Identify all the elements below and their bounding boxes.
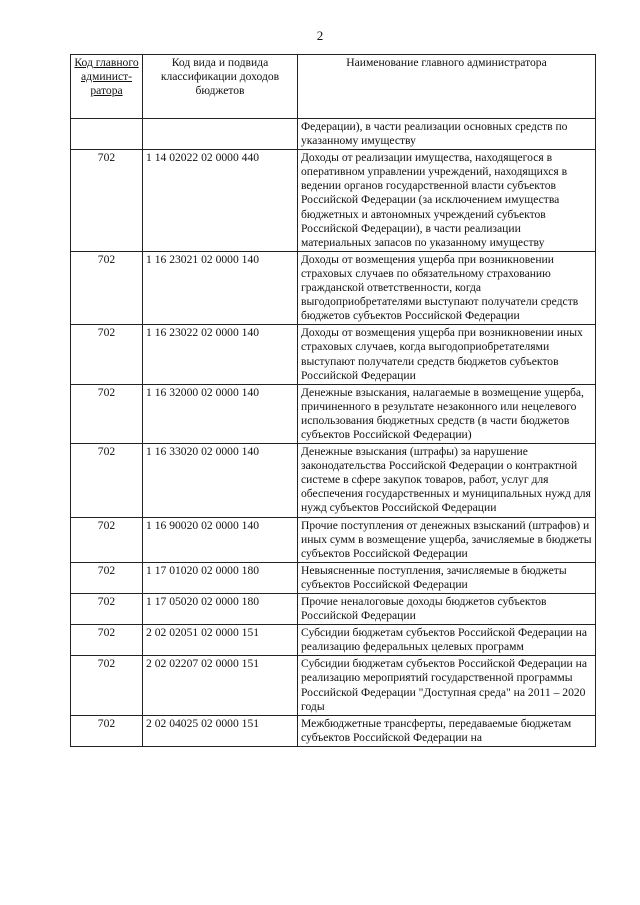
table-row [71,384,596,443]
table-row [71,444,596,517]
table-row [71,594,596,625]
revenue-code-cell: 2 02 04025 02 0000 151 [143,715,298,746]
table-row [71,325,596,384]
table-row [71,119,596,150]
header-revenue-code: Код вида и подвида классификации доходов бюджетов [143,55,298,119]
table-row [71,150,596,252]
table-row [71,517,596,562]
revenue-code-cell: 1 16 23021 02 0000 140 [143,251,298,324]
admin-code-cell: 702 [71,384,143,443]
admin-name-cell: Прочие неналоговые доходы бюджетов субъектов Российской Федерации [298,594,596,625]
header-admin-code: Код главного админист-ратора [71,55,143,119]
revenue-code-cell: 1 16 33020 02 0000 140 [143,444,298,517]
revenue-code-cell: 1 14 02022 02 0000 440 [143,150,298,252]
revenue-code-cell: 2 02 02051 02 0000 151 [143,625,298,656]
revenue-code-cell: 1 17 05020 02 0000 180 [143,594,298,625]
table-row [71,715,596,746]
admin-code-cell: 702 [71,594,143,625]
admin-name-cell: Денежные взыскания (штрафы) за нарушение законодательства Российской Федерации о контрактной системе в сфере закупок товаров, работ, услуг для обеспечения государственных и муниципальных нужд для нужд субъектов Российской Федерации [298,444,596,517]
revenue-code-cell: 1 16 23022 02 0000 140 [143,325,298,384]
admin-name-cell: Прочие поступления от денежных взысканий (штрафов) и иных сумм в возмещение ущерба, зачисляемые в бюджеты субъектов Российской Федерации [298,517,596,562]
table-header-row [71,55,596,119]
table-row [71,251,596,324]
admin-name-cell: Субсидии бюджетам субъектов Российской Федерации на реализацию мероприятий государственной программы Российской Федерации "Доступная среда" на 2011 – 2020 годы [298,656,596,715]
admin-code-cell: 702 [71,150,143,252]
admin-code-cell: 702 [71,517,143,562]
revenue-administrators-table [70,54,596,747]
revenue-code-cell: 1 17 01020 02 0000 180 [143,562,298,593]
admin-code-cell [71,119,143,150]
admin-code-cell: 702 [71,444,143,517]
table-row [71,625,596,656]
admin-name-cell: Субсидии бюджетам субъектов Российской Федерации на реализацию федеральных целевых программ [298,625,596,656]
admin-code-cell: 702 [71,325,143,384]
revenue-code-cell: 1 16 90020 02 0000 140 [143,517,298,562]
admin-name-cell: Доходы от реализации имущества, находящегося в оперативном управлении учреждений, находящихся в ведении органов государственной власти субъектов Российской Федерации (за исключением имущества бюджетных и автономных учреждений субъектов Российской Федерации), в части реализации материальных запасов по указанному имуществу [298,150,596,252]
table-row [71,562,596,593]
admin-code-cell: 702 [71,251,143,324]
revenue-code-cell [143,119,298,150]
admin-name-cell: Федерации), в части реализации основных средств по указанному имуществу [298,119,596,150]
admin-name-cell: Доходы от возмещения ущерба при возникновении иных страховых случаев, когда выгодоприобретателями выступают получатели средств бюджетов субъектов Российской Федерации [298,325,596,384]
header-admin-name: Наименование главного администратора [298,55,596,119]
admin-name-cell: Межбюджетные трансферты, передаваемые бюджетам субъектов Российской Федерации на [298,715,596,746]
admin-name-cell: Доходы от возмещения ущерба при возникновении страховых случаев по обязательному страхованию гражданской ответственности, когда выгодоприобретателями выступают получатели средств бюджетов субъектов Российской Федерации [298,251,596,324]
admin-code-cell: 702 [71,562,143,593]
admin-code-cell: 702 [71,656,143,715]
admin-name-cell: Денежные взыскания, налагаемые в возмещение ущерба, причиненного в результате незаконного или нецелевого использования бюджетных средств (в части бюджетов субъектов Российской Федерации) [298,384,596,443]
table-row [71,656,596,715]
admin-code-cell: 702 [71,715,143,746]
revenue-code-cell: 1 16 32000 02 0000 140 [143,384,298,443]
page-number: 2 [316,28,324,43]
revenue-code-cell: 2 02 02207 02 0000 151 [143,656,298,715]
admin-code-cell: 702 [71,625,143,656]
admin-name-cell: Невыясненные поступления, зачисляемые в бюджеты субъектов Российской Федерации [298,562,596,593]
